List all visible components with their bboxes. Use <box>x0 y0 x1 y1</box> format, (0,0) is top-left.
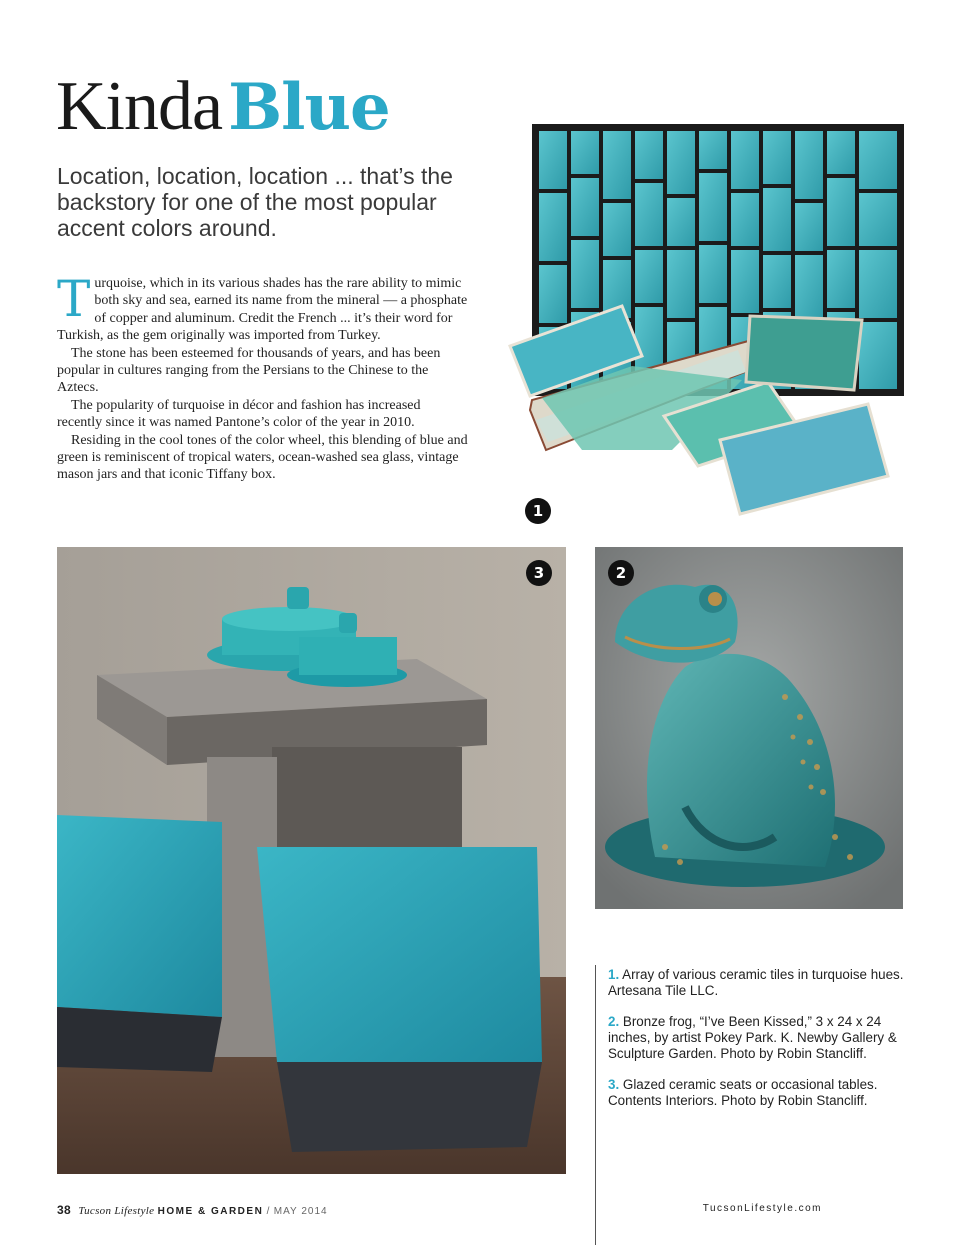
caption-divider <box>595 965 596 1245</box>
caption-3 <box>608 1077 908 1109</box>
paragraph-1 <box>57 270 469 345</box>
caption-2-text: Bronze frog, “I’ve Been Kissed,” 3 x 24 x 24 inches, by artist Pokey Park. K. Newby Gallery & Sculpture Garden. Photo by Robin Stancliff. <box>608 1014 897 1061</box>
paragraph-4: Residing in the cool tones of the color wheel, this blending of blue and green is reminiscent of tropical waters, ocean-washed sea glass, vintage mason jars and that iconic Tiffany box. <box>57 432 468 483</box>
headline-light: Kinda <box>56 68 223 145</box>
drop-cap: T <box>57 270 91 328</box>
paragraph-2: The stone has been esteemed for thousands of years, and has been popular in cultures ranging from the Persians to the Chinese to the Aztecs. <box>57 345 441 396</box>
badge-1: 1 <box>525 498 551 524</box>
page-number: 38 <box>57 1203 71 1217</box>
captions <box>608 967 908 1124</box>
furniture-photo <box>57 547 566 1174</box>
tiles-illustration <box>502 120 908 526</box>
section-name: HOME & GARDEN <box>157 1206 264 1217</box>
headline-bold: Blue <box>228 70 390 145</box>
paragraph-3: The popularity of turquoise in décor and fashion has increased recently since it was named Pantone’s color of the year in 2010. <box>57 397 421 431</box>
magazine-name: Tucson Lifestyle <box>78 1205 155 1217</box>
issue-date: MAY 2014 <box>273 1206 328 1217</box>
caption-2-number: 2. <box>608 1014 620 1029</box>
caption-3-text: Glazed ceramic seats or occasional tables. Contents Interiors. Photo by Robin Stancliff. <box>608 1077 878 1108</box>
caption-1-number: 1. <box>608 967 620 982</box>
caption-2 <box>608 1014 908 1062</box>
caption-1-text: Array of various ceramic tiles in turquoise hues. Artesana Tile LLC. <box>608 967 904 998</box>
deck-subhead: Location, location, location ... that’s the backstory for one of the most popular accent colors around. <box>57 163 453 241</box>
folio-separator: / <box>266 1206 271 1217</box>
footer-folio <box>57 1203 328 1217</box>
badge-2: 2 <box>608 560 634 586</box>
furniture-illustration <box>57 547 566 1174</box>
website-url[interactable]: TucsonLifestyle.com <box>702 1203 822 1214</box>
badge-3: 3 <box>526 560 552 586</box>
caption-3-number: 3. <box>608 1077 620 1092</box>
frog-illustration <box>595 547 903 909</box>
article-body <box>57 270 469 484</box>
tiles-photo <box>502 120 908 526</box>
paragraph-1-text: urquoise, which in its various shades has the rare ability to mimic both sky and sea, earned its name from the mineral — a phosphate of copper and aluminum. Credit the French ... it’s their word for Turkish, as the gem originally was imported from Turkey. <box>57 276 468 344</box>
frog-photo <box>595 547 903 909</box>
headline <box>56 68 390 152</box>
caption-1 <box>608 967 908 999</box>
